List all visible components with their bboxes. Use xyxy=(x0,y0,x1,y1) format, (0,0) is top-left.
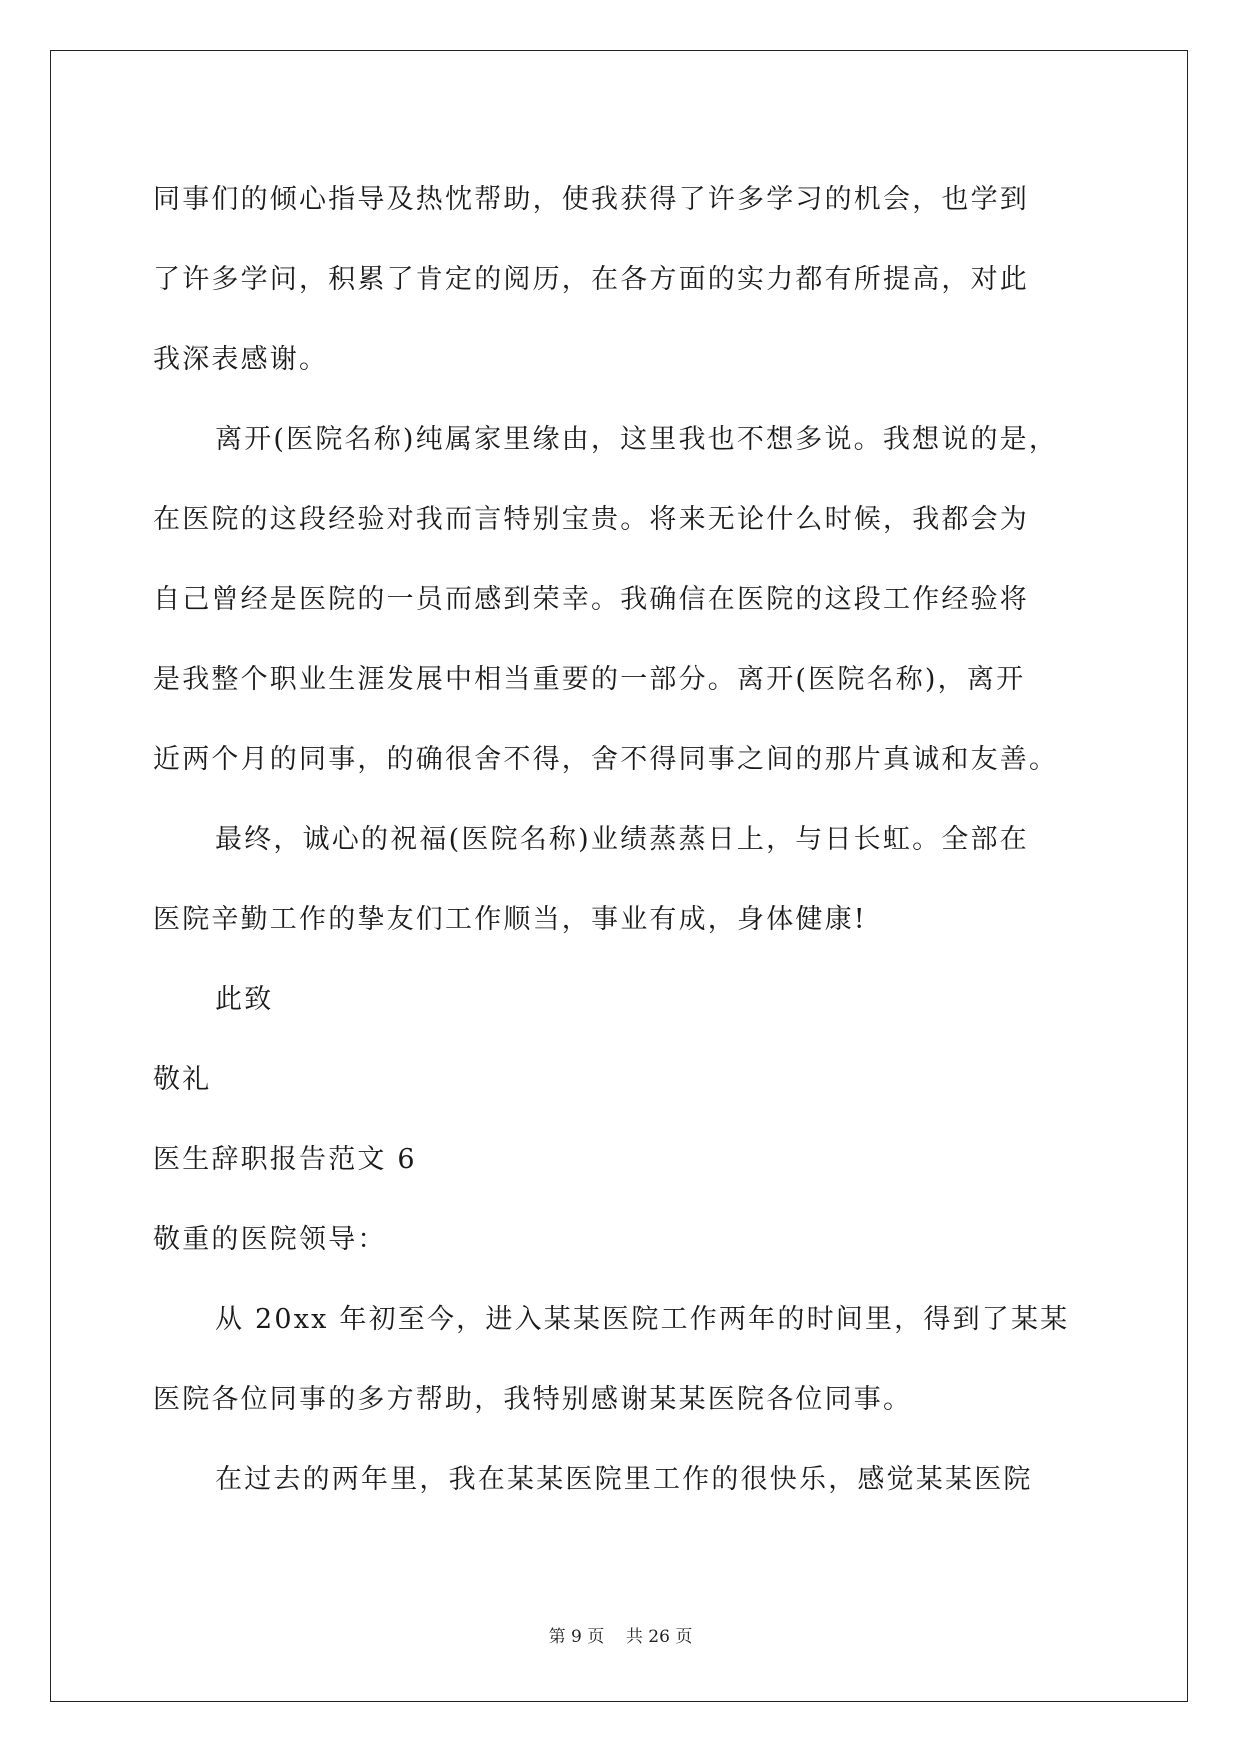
paragraph-start-line: 在过去的两年里，我在某某医院里工作的很快乐，感觉某某医院 xyxy=(215,1464,1033,1495)
text-line: 近两个月的同事，的确很舍不得，舍不得同事之间的那片真诚和友善。 xyxy=(153,744,1059,775)
text-line: 我深表感谢。 xyxy=(153,344,329,375)
text-line: 自己曾经是医院的一员而感到荣幸。我确信在医院的这段工作经验将 xyxy=(153,584,1029,615)
paragraph-start-line: 最终，诚心的祝福(医院名称)业绩蒸蒸日上，与日长虹。全部在 xyxy=(215,824,1029,855)
text-line: 医院辛勤工作的挚友们工作顺当，事业有成，身体健康! xyxy=(153,904,867,935)
text-line: 医院各位同事的多方帮助，我特别感谢某某医院各位同事。 xyxy=(153,1384,913,1415)
page-footer xyxy=(0,1622,1241,1647)
closing-salutation: 此致 xyxy=(215,984,274,1015)
text-line: 了许多学问，积累了肯定的阅历，在各方面的实力都有所提高，对此 xyxy=(153,264,1029,295)
page-total: 共 26 页 xyxy=(625,1627,693,1647)
text-line: 同事们的倾心指导及热忱帮助，使我获得了许多学习的机会，也学到 xyxy=(153,184,1029,215)
letter-greeting: 敬重的医院领导： xyxy=(153,1224,387,1255)
document-body xyxy=(153,160,1093,1520)
text-line: 在医院的这段经验对我而言特别宝贵。将来无论什么时候，我都会为 xyxy=(153,504,1029,535)
section-heading: 医生辞职报告范文 6 xyxy=(153,1144,417,1175)
paragraph-start-line: 从 20xx 年初至今，进入某某医院工作两年的时间里，得到了某某 xyxy=(215,1304,1070,1335)
text-line: 是我整个职业生涯发展中相当重要的一部分。离开(医院名称)，离开 xyxy=(153,664,1026,695)
paragraph-start-line: 离开(医院名称)纯属家里缘由，这里我也不想多说。我想说的是， xyxy=(215,424,1059,455)
page-number: 第 9 页 xyxy=(548,1627,605,1647)
closing-regards: 敬礼 xyxy=(153,1064,212,1095)
